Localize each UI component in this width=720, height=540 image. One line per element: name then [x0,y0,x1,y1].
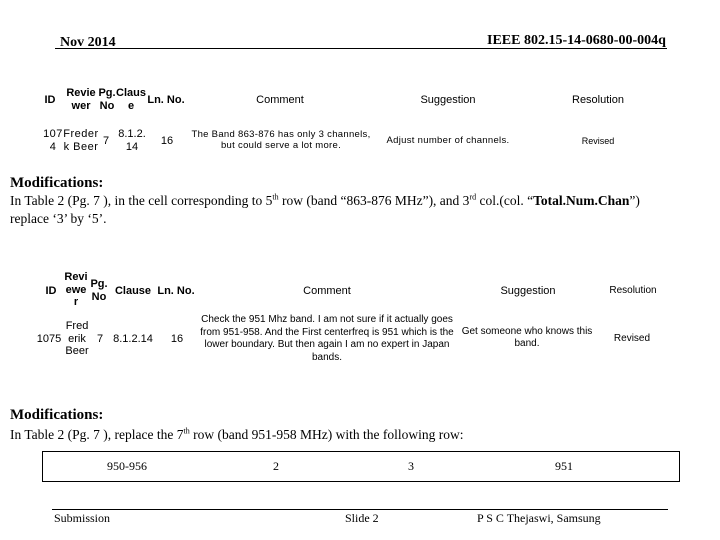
cell-reviewer: Fred erik Beer [65,320,89,358]
cell-page: 7 [96,332,104,345]
col-resolution-header: Resolution [609,285,657,297]
footer-slide-number: Slide 2 [345,511,379,525]
header-rule [55,48,667,49]
col-line-header: Ln. No. [157,284,195,297]
mod2-sup-a: th [183,426,190,436]
cell-comment: Check the 951 Mhz band. I am not sure if it actually goes from 951-958. And the First centerfreq is 951 which is the lower boundary. But then again I am no expert in Japan bands. [200,314,454,363]
col-reviewer-header: Revie wer [66,87,96,112]
header-date: Nov 2014 [60,35,116,50]
mod1-text-e: replace ‘3’ by ‘5’. [10,211,107,227]
cell-resolution: Revised [581,135,615,146]
footer-left: Submission [54,511,111,525]
cell-clause: 8.1.2. 14 [118,128,146,153]
cell-line: 16 [170,332,184,345]
mod2-text-b: row (band 951-958 MHz) with the following row: [189,427,464,442]
col-reviewer-header: Revi ewe r [64,271,88,309]
cell-suggestion: Adjust number of channels. [386,134,510,146]
cell-id: 1075 [36,332,62,345]
header-doc-id: IEEE 802.15-14-0680-00-004q [487,33,666,48]
cell-id: 107 4 [43,128,63,153]
modifications-heading-1: Modifications: [10,175,104,191]
col-line-header: Ln. No. [147,93,185,106]
modifications-heading-2: Modifications: [10,407,104,423]
cell-line: 16 [160,134,174,147]
mod1-text-c: col.(col. “ [476,193,534,208]
cell-clause: 8.1.2.14 [113,332,153,345]
col-comment-header: Comment [303,284,351,297]
new-row-col2: 2 [273,458,279,473]
col-suggestion-header: Suggestion [500,284,556,297]
modifications-text-1 [10,192,710,228]
cell-page: 7 [102,134,110,147]
col-id-header: ID [45,284,57,297]
mod2-text-a: In Table 2 (Pg. 7 ), replace the 7 [10,427,184,442]
col-page-header: Pg. No [90,278,108,303]
col-id-header: ID [44,93,56,106]
mod1-text-d: ”) [629,193,640,208]
col-resolution-header: Resolution [572,93,624,106]
col-comment-header: Comment [256,93,304,106]
new-row-band: 950-956 [107,458,147,473]
mod1-text-b: row (band “863-876 MHz”), and 3 [278,193,470,208]
col-page-header: Pg. No [98,87,116,112]
mod1-sup-b: rd [469,192,477,202]
new-row-table [42,451,680,482]
cell-resolution: Revised [613,333,651,345]
cell-reviewer: Freder k Beer [63,128,99,153]
col-clause-header: Clause [114,284,152,297]
modifications-text-2 [10,426,710,444]
col-clause-header: Claus e [116,87,146,112]
footer-right: P S C Thejaswi, Samsung [477,511,601,525]
mod1-sup-a: th [272,192,279,202]
cell-suggestion: Get someone who knows this band. [461,325,593,349]
mod1-bold-col: Total.Num.Chan [533,193,630,208]
mod1-text-a: In Table 2 (Pg. 7 ), in the cell corresponding to 5 [10,193,273,208]
new-row-col4: 951 [555,458,573,473]
new-row-col3: 3 [408,458,414,473]
col-suggestion-header: Suggestion [420,93,476,106]
footer-rule [52,509,668,510]
cell-comment: The Band 863-876 has only 3 channels, but could serve a lot more. [191,129,371,151]
